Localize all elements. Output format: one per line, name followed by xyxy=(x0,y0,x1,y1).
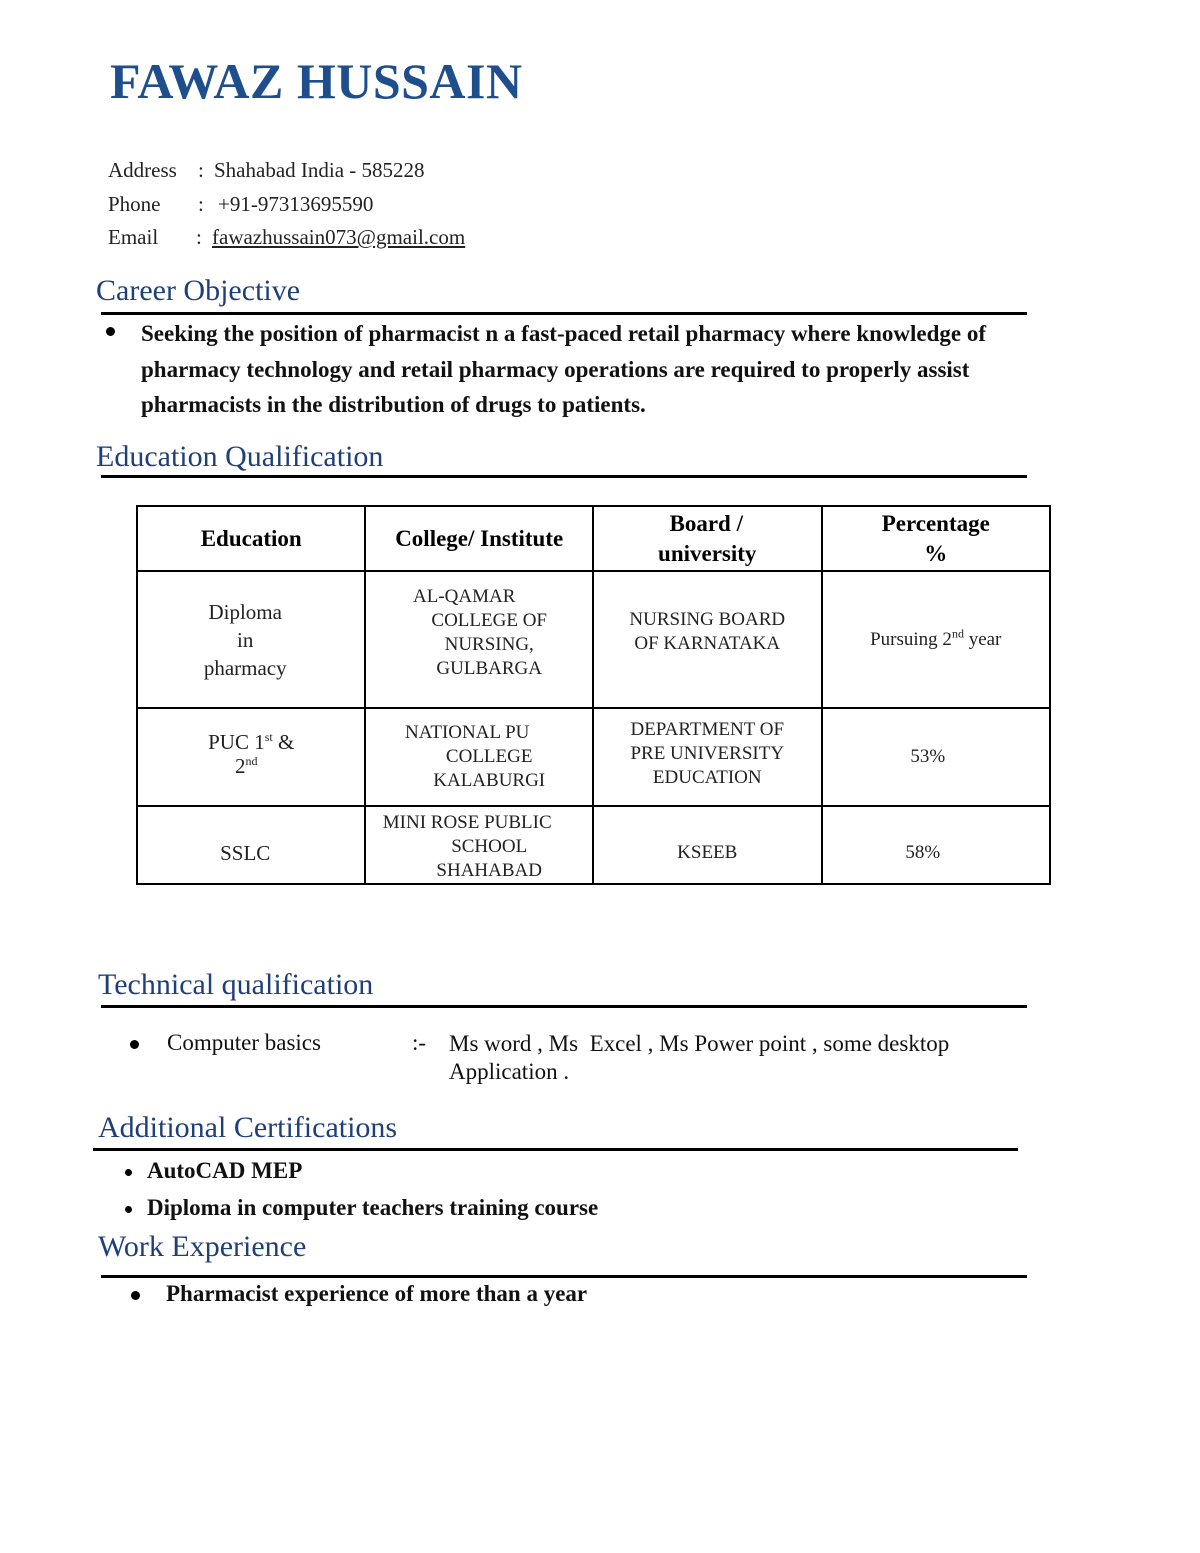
phone-separator: : xyxy=(198,192,204,216)
work-title: Work Experience xyxy=(98,1230,307,1263)
career-objective-text xyxy=(141,316,1141,423)
technical-value: Ms word , Ms Excel , Ms Power point , some desktop Application . xyxy=(449,1031,950,1084)
work-item: Pharmacist experience of more than a year xyxy=(166,1281,588,1306)
header-college: College/ Institute xyxy=(365,506,593,571)
cell-percentage: Pursuing 2nd year xyxy=(822,571,1050,708)
career-objective-rule xyxy=(101,312,1027,315)
certification-item: Diploma in computer teachers training course xyxy=(147,1195,599,1220)
email-label: Email xyxy=(108,225,159,249)
cell-board: DEPARTMENT OF PRE UNIVERSITY EDUCATION xyxy=(593,708,822,806)
contact-address xyxy=(108,158,708,186)
header-board: Board / university xyxy=(593,506,822,571)
phone-value: +91-97313695590 xyxy=(218,192,374,216)
education-title: Education Qualification xyxy=(96,440,384,473)
education-rule xyxy=(101,475,1027,478)
address-label: Address xyxy=(108,158,177,182)
bullet-icon xyxy=(106,327,115,336)
cell-education: PUC 1st & 2nd xyxy=(137,708,365,806)
header-percentage: Percentage % xyxy=(822,506,1050,571)
address-value: Shahabad India - 585228 xyxy=(214,158,425,182)
cell-board: KSEEB xyxy=(593,806,822,884)
candidate-name: FAWAZ HUSSAIN xyxy=(110,53,523,109)
cell-education: Diploma in pharmacy xyxy=(137,571,365,708)
cell-percentage: 53% xyxy=(822,708,1050,806)
bullet-icon xyxy=(125,1169,132,1176)
career-objective-line: pharmacy technology and retail pharmacy operations are required to properly assist xyxy=(141,356,970,382)
certifications-rule xyxy=(93,1148,1018,1151)
technical-separator: :- xyxy=(412,1030,427,1055)
bullet-icon xyxy=(125,1206,132,1213)
contact-phone xyxy=(108,192,708,220)
table-header-row xyxy=(137,506,1050,571)
technical-title: Technical qualification xyxy=(98,968,374,1001)
table-row xyxy=(137,571,1050,708)
header-education: Education xyxy=(137,506,365,571)
technical-item-label: Computer basics xyxy=(167,1030,321,1055)
certifications-title: Additional Certifications xyxy=(98,1111,398,1144)
technical-rule xyxy=(101,1005,1027,1008)
cell-percentage: 58% xyxy=(822,806,1050,884)
bullet-icon xyxy=(131,1291,140,1300)
contact-email xyxy=(108,225,708,253)
certification-item: AutoCAD MEP xyxy=(147,1158,303,1183)
cell-college: AL-QAMAR COLLEGE OF NURSING, GULBARGA xyxy=(365,571,593,708)
bullet-icon xyxy=(130,1040,139,1049)
career-objective-line: pharmacists in the distribution of drugs to patients. xyxy=(141,392,646,417)
phone-label: Phone xyxy=(108,192,161,216)
table-row xyxy=(137,708,1050,806)
table-row xyxy=(137,806,1050,884)
career-objective-title: Career Objective xyxy=(96,274,301,307)
cell-college: MINI ROSE PUBLIC SCHOOL SHAHABAD xyxy=(365,806,593,884)
cell-college: NATIONAL PU COLLEGE KALABURGI xyxy=(365,708,593,806)
cell-education: SSLC xyxy=(137,806,365,884)
work-rule xyxy=(101,1275,1027,1278)
cell-board: NURSING BOARD OF KARNATAKA xyxy=(593,571,822,708)
career-objective-line: Seeking the position of pharmacist n a fast-paced retail pharmacy where knowledge of xyxy=(141,321,987,346)
email-link[interactable]: fawazhussain073@gmail.com xyxy=(212,225,466,249)
email-separator: : xyxy=(196,225,202,249)
address-separator: : xyxy=(198,158,204,182)
education-table xyxy=(136,505,1051,885)
